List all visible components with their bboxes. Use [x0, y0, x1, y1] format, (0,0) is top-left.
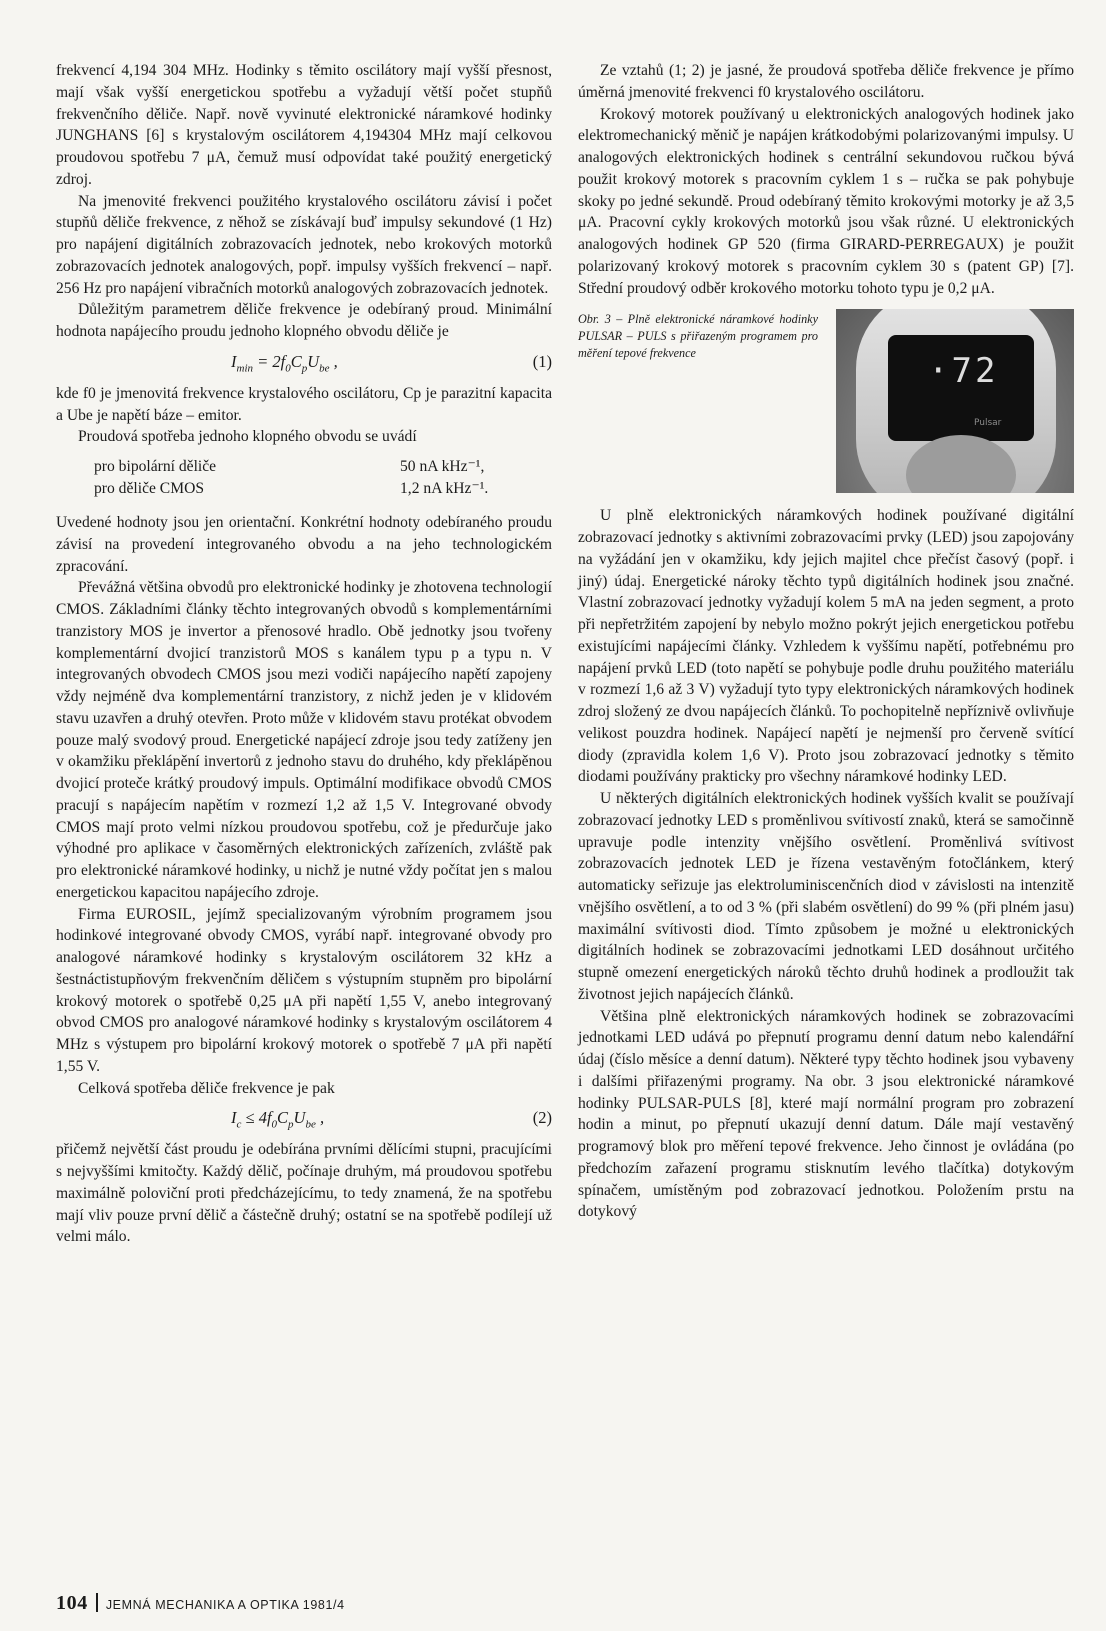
rate-label: pro děliče CMOS — [94, 480, 205, 497]
rate-label: pro bipolární děliče — [94, 458, 217, 475]
paragraph: Celková spotřeba děliče frekvence je pak — [78, 1079, 335, 1097]
paragraph: Důležitým parametrem děliče frekvence je odebíraný proud. Minimální hodnota napájecího proudu jednoho klopného obvodu děliče je — [56, 301, 552, 340]
page-footer — [56, 1592, 345, 1615]
paragraph: U plně elektronických náramkových hodinek používané digitální zobrazovací jednotky s aktivními zobrazovacími prvky (LED) jsou zapojovány na vyžádání jen v okamžiku, kdy jejich majitel chce přečíst časový (popř. i jiný) údaj. Energetické nároky těchto typů digitálních hodinek jsou značné. Vlastní zobrazovací jednotky vyžadují kolem 5 mA na jeden segment, a proto při nepřetržitém zapojení by nebylo možno pokrýt jejich energetickou potřebu existujícími napájecími články. Vzhledem k vyššímu napětí, potřebnému pro napájení prvků LED (toto napětí se pohybuje podle druhu použitého materiálu v rozmezí 1,6 až 3 V) vyžadují tyto typy elektronických náramkových hodinek zdroj složený ze dvou napájecích článků. To pochopitelně nepříznivě ovlivňuje velikost pouzdra hodinek. Napájecí napětí je nejmenší pro červeně svítící diody (zpravidla kolem 1,6 V). Proto jsou zobrazovací jednotky s těmito diodami používány prakticky pro všechny náramkové hodinky LED. — [578, 507, 1074, 786]
paragraph: Firma EUROSIL, jejímž specializovaným výrobním programem jsou hodinkové integrované obvody CMOS, vyrábí např. integrované obvody pro analogové náramkové hodinky s krystalovým oscilátorem 32 kHz a šestnáctistupňovým frekvenčním děličem s výstupním stupněm pro bipolární krokový motorek o spotřebě 0,25 μA při napětí 1,55 V, anebo integrovaný obvod CMOS pro analogové náramkové hodinky s krystalovým oscilátorem 4 MHz s výstupem pro bipolární krokový motorek o spotřebě 7 μA při napětí 1,55 V. — [56, 905, 552, 1075]
equation-2 — [56, 1107, 552, 1133]
watch-brand: Pulsar — [974, 418, 1002, 429]
paragraph: Uvedené hodnoty jsou jen orientační. Konkrétní hodnoty odebíraného proudu závisí na provedení integrovaného obvodu a na jeho technologickém zpracování. — [56, 514, 552, 575]
watch-display — [888, 335, 1034, 441]
paragraph: Proudová spotřeba jednoho klopného obvodu se uvádí — [78, 428, 417, 446]
equation-1-formula: $I_{min} = 2f_0C_pU_{be}$ , — [231, 351, 338, 375]
paragraph: Ze vztahů (1; 2) je jasné, že proudová spotřeba děliče frekvence je přímo úměrná jmenovité frekvenci f0 krystalového oscilátoru. — [578, 62, 1074, 101]
paragraph: Na jmenovité frekvenci použitého krystalového oscilátoru závisí i počet stupňů děliče frekvence, z něhož se získávají buď impulsy sekundové (1 Hz) pro napájení digitálních zobrazovacích jednotek, nebo krokových motorků zobrazovacích jednotek analogových, popř. impulsy vyšších frekvencí – např. 256 Hz pro napájení vibračních motorků analogových zobrazovacích jednotek. — [56, 192, 552, 297]
equation-1-number: (1) — [532, 351, 552, 371]
watch-photo — [836, 309, 1074, 493]
rate-value: 50 nA kHz⁻¹, — [400, 458, 485, 475]
equation-1 — [56, 351, 552, 377]
rate-row-bipolar — [56, 456, 552, 478]
footer-divider — [96, 1593, 98, 1612]
display-digits: ·72 — [928, 351, 999, 392]
figure-3 — [578, 311, 1074, 493]
equation-2-formula: $I_c \le 4f_0C_pU_{be}$ , — [231, 1108, 325, 1131]
paragraph: U některých digitálních elektronických hodinek vyšších kvalit se používají zobrazovací jednotky LED s proměnlivou svítivostí znaků, která se samočinně upravuje podle intenzity vnějšího osvětlení. Proměnlivá svítivost zobrazovacích jednotek LED je řízena vestavěným fotočlánkem, který automaticky seřizuje jas elektroluminiscenčních diod v závislosti na intenzitě vnějšího osvětlení, a to od 3 % (při slabém osvětlení) do 99 % (při plném jasu) maximální svítivosti diod. Tímto způsobem je možné u elektronických digitálních hodinek se zobrazovacími jednotkami LED dosáhnout určitého stupně omezení energetických nároků těchto druhů hodinek a prodloužit tak životnost jejich napájecích článků. — [578, 790, 1074, 1003]
paragraph: Krokový motorek používaný u elektronických analogových hodinek jako elektromechanický měnič je napájen krátkodobými polarizovanými impulsy. U analogových elektronických hodinek s centrální sekundovou ručkou bývá použit krokový motorek s pracovním cyklem 1 s – ručka se pak pohybuje skoky po jedné sekundě. Proud odebíraný těmito krokovými motorky je až 3,5 μA. Pracovní cykly krokových motorků jsou však různé. U elektronických analogových hodinek GP 520 (firma GIRARD-PERREGAUX) je použit polarizovaný krokový motorek s pracovním cyklem 30 s (patent GP) [7]. Střední proudový odběr krokového motorku tohoto typu je 0,2 μA. — [578, 105, 1074, 297]
paragraph: Převážná většina obvodů pro elektronické hodinky je zhotovena technologií CMOS. Základními články těchto integrovaných obvodů s komplementárními tranzistory MOS je invertor a přenosové hradlo. Obě jednotky jsou tvořeny komplementární dvojicí tranzistorů MOS s kanálem typu p a typu n. V integrovaných obvodech CMOS jsou mezi vodiči napájecího napětí zapojeny vždy nejméně dva komplementární tranzistory, z nichž jeden je v klidovém stavu uzavřen a druhý otevřen. Proto může v klidovém stavu protékat obvodem pouze malý svodový proud. Energetické napájecí zdroje jsou tedy zatíženy jen v okamžiku překlápění invertorů z jednoho stavu do druhého, kdy překlápěnou dvojicí proteče krátký proudový impuls. Optimální modifikace obvodů CMOS pracují s napájecím napětím v rozmezí 1,2 až 1,5 V. Integrované obvody CMOS mají proto velmi nízkou proudovou spotřebu, což je předurčuje jako výhodné pro aplikace v časoměrných elektronických zařízeních, zvláště pak pro elektronické náramkové hodinky, u nichž je nutné vždy počítat jen s malou energetickou kapacitou napájecího zdroje. — [56, 579, 552, 901]
equation-2-number: (2) — [532, 1108, 552, 1128]
paragraph: Většina plně elektronických náramkových hodinek se zobrazovacími jednotkami LED udává po přepnutí programu denní datum nebo kalendářní údaj (číslo měsíce a denní datum). Některé typy těchto hodinek jsou vybaveny i dalšími přiřazenými programy. Na obr. 3 jsou elektronické náramkové hodinky PULSAR-PULS [8], které mají normální program pro zobrazení hodin a minut, po přepnutí ukazují denní datum. Dále mají vestavěný programový blok pro měření tepové frekvence. Jeho činnost je ovládána (po předchozím zařazení programu stisknutím levého tlačítka) dotykovým spínačem, umístěným pod zobrazovací jednotkou. Položením prstu na dotykový — [578, 1007, 1074, 1221]
paragraph: kde f0 je jmenovitá frekvence krystalového oscilátoru, Cp je parazitní kapacita a Ube je napětí báze – emitor. — [56, 384, 552, 424]
journal-title: JEMNÁ MECHANIKA A OPTIKA 1981/4 — [105, 1598, 345, 1612]
figure-caption: Obr. 3 – Plně elektronické náramkové hodinky PULSAR – PULS s přiřazeným programem pro měření tepové frekvence — [578, 312, 818, 361]
right-column — [578, 60, 1074, 1223]
page-number: 104 — [56, 1592, 88, 1614]
paragraph: frekvencí 4,194 304 MHz. Hodinky s těmito oscilátory mají vyšší přesnost, mají však vyšší energetickou spotřebu a vyžadují větší počet stupňů frekvenčního děliče. Např. nově vyvinuté elektronické náramkové hodinky JUNGHANS [6] s krystalovým oscilátorem 4,194304 MHz mají celkovou proudovou spotřebu 7 μA, čemuž musí odpovídat také použitý energetický zdroj. — [56, 62, 552, 188]
paragraph: přičemž největší část proudu je odebírána prvními dělícími stupni, pracujícími s nejvyššími kmitočty. Každý dělič, počínaje druhým, má proudovou spotřebu maximálně poloviční proti předcházejícímu, to tedy znamená, že na spotřebu mají vliv pouze první dělič a částečně druhý; ostatní se na spotřebě podílejí už velmi málo. — [56, 1141, 552, 1246]
rate-row-cmos — [56, 478, 552, 500]
left-column — [56, 60, 552, 1248]
rate-value: 1,2 nA kHz⁻¹. — [400, 480, 489, 497]
